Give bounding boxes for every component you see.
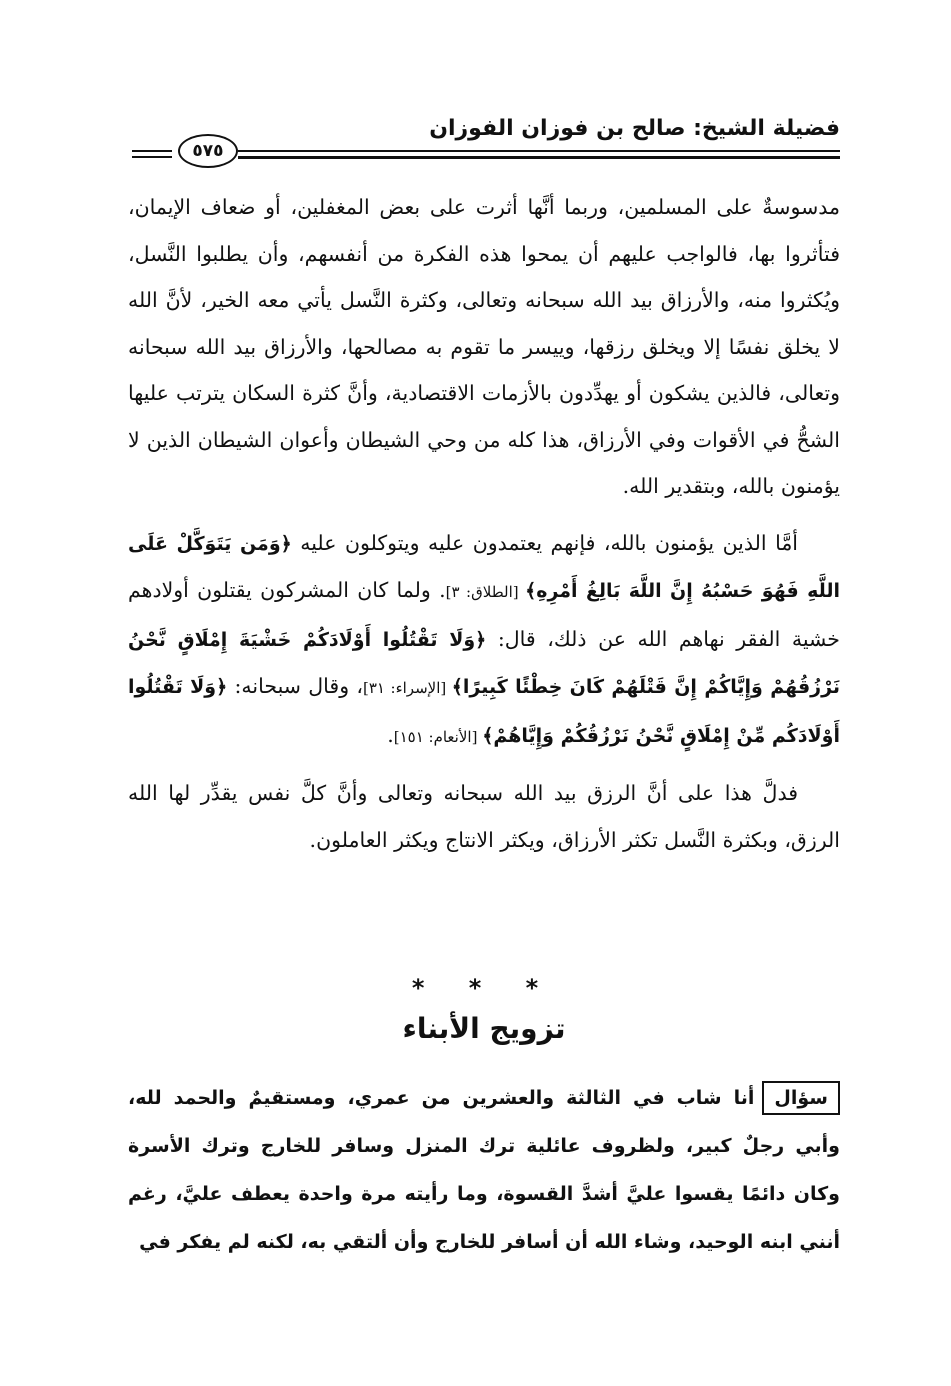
paragraph-1: مدسوسةٌ على المسلمين، وربما أنَّها أثرت على بعض المغفلين، أو ضعاف الإيمان، فتأثروا بها، فالواجب عليهم أن يمحوا هذه الفكرة من أنفسهم، وأن يطلبوا النَّسل، ويُكثروا منه، والأرزاق بيد الله سبحانه وتعالى، وكثرة النَّسل يأتي معه الخير، لأنَّ الله لا يخلق نفسًا إلا ويخلق رزقها، وييسر ما تقوم به مصالحها، والأرزاق بيد الله سبحانه وتعالى، فالذين يشكون أو يهدِّدون بالأزمات الاقتصادية، وأنَّ كثرة السكان يترتب عليها الشحُّ في الأقوات وفي الأرزاق، هذا كله من وحي الشيطان وأعوان الشيطان الذين لا يؤمنون بالله، وبتقدير الله. bbox=[128, 195, 840, 498]
page-number: ٥٧٥ bbox=[178, 134, 238, 168]
running-header bbox=[128, 108, 840, 168]
question-text: أنا شاب في الثالثة والعشرين من عمري، ومستقيمٌ والحمد لله، وأبي رجلٌ كبير، ولظروف عائلية ترك المنزل وسافر للخارج وترك الأسرة وكان دائمًا يقسوا عليَّ أشدَّ القسوة، وما رأيته مرة واحدة يعطف عليَّ، رغم أنني ابنه الوحيد، وشاء الله أن أسافر للخارج وأن ألتقي به، لكنه لم يفكر في bbox=[128, 1087, 840, 1253]
question-label: سؤال bbox=[762, 1081, 840, 1115]
question-block bbox=[128, 1074, 840, 1266]
quran-verse: ﴿وَمَن يَتَوَكَّلْ عَلَى اللَّهِ فَهُوَ حَسْبُهُ إِنَّ اللَّهَ بَالِغُ أَمْرِهِ﴾ bbox=[128, 532, 841, 602]
header-rule bbox=[132, 156, 172, 158]
quran-verse: ﴿وَلَا تَقْتُلُوا أَوْلَادَكُمْ خَشْيَةَ إِمْلَاقٍ نَّحْنُ نَرْزُقُهُمْ وَإِيَّاكُمْ إِنَّ قَتْلَهُمْ كَانَ خِطْئًا كَبِيرًا﴾ bbox=[128, 628, 841, 698]
header-rule bbox=[238, 156, 840, 159]
paragraph-3: فدلَّ هذا على أنَّ الرزق بيد الله سبحانه وتعالى وأنَّ كلَّ نفس يقدِّر لها الله الرزق، وبكثرة النَّسل تكثر الأرزاق، ويكثر الانتاج ويكثر العاملون. bbox=[128, 781, 840, 852]
quran-verse: ﴿وَلَا تَقْتُلُوا أَوْلَادَكُم مِّنْ إِمْلَاقٍ نَّحْنُ نَرْزُقُكُمْ وَإِيَّاهُمْ﴾ bbox=[128, 676, 840, 747]
verse-reference: [الإسراء: ٣١] bbox=[363, 679, 452, 697]
section-title: تزويج الأبناء bbox=[402, 1012, 566, 1045]
paragraph-2-text: . ولما كان المشركون يقتلون أولادهم خشية الفقر نهاهم الله عن ذلك، قال: bbox=[128, 578, 840, 651]
paragraph-2-text: أمَّا الذين يؤمنون بالله، فإنهم يعتمدون عليه ويتوكلون عليه bbox=[291, 530, 798, 555]
header-title: فضيلة الشيخ: صالح بن فوزان الفوزان bbox=[429, 116, 840, 141]
header-rule bbox=[132, 150, 172, 152]
header-rule bbox=[238, 150, 840, 152]
verse-reference: [الطلاق: ٣] bbox=[445, 583, 526, 601]
section-separator: * * * bbox=[411, 974, 557, 1002]
verse-reference: [الأنعام: ١٥١] bbox=[393, 727, 483, 746]
paragraph-2 bbox=[128, 520, 840, 761]
paragraph-2-text: ، وقال سبحانه: bbox=[227, 674, 363, 698]
page-body bbox=[128, 184, 840, 863]
paragraph-2-text: . bbox=[387, 722, 394, 747]
